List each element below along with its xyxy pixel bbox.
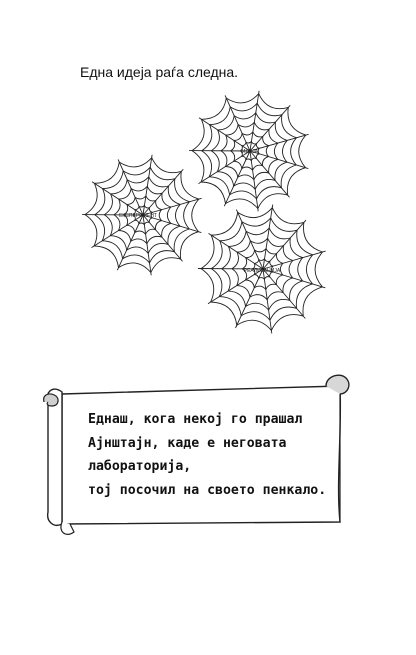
web-label-idea: ИДЕЈА bbox=[241, 149, 259, 155]
web-label-realization: РЕАЛИЗАЦИЈА bbox=[243, 268, 281, 274]
page-heading: Една идеја раѓа следна. bbox=[80, 64, 239, 80]
quote-line-3: лабораторија, bbox=[88, 459, 192, 474]
quote-line-2: Ајнштајн, каде е неговата bbox=[88, 435, 287, 451]
quote-line-1: Еднаш, кога некој го прашал bbox=[88, 412, 303, 427]
spider-webs-illustration bbox=[58, 85, 388, 357]
web-label-experiment: ЕКСПЕРИМЕНТ bbox=[119, 213, 157, 219]
quote-line-4: тој посочил на своето пенкало. bbox=[88, 482, 327, 498]
einstein-quote bbox=[88, 408, 348, 502]
